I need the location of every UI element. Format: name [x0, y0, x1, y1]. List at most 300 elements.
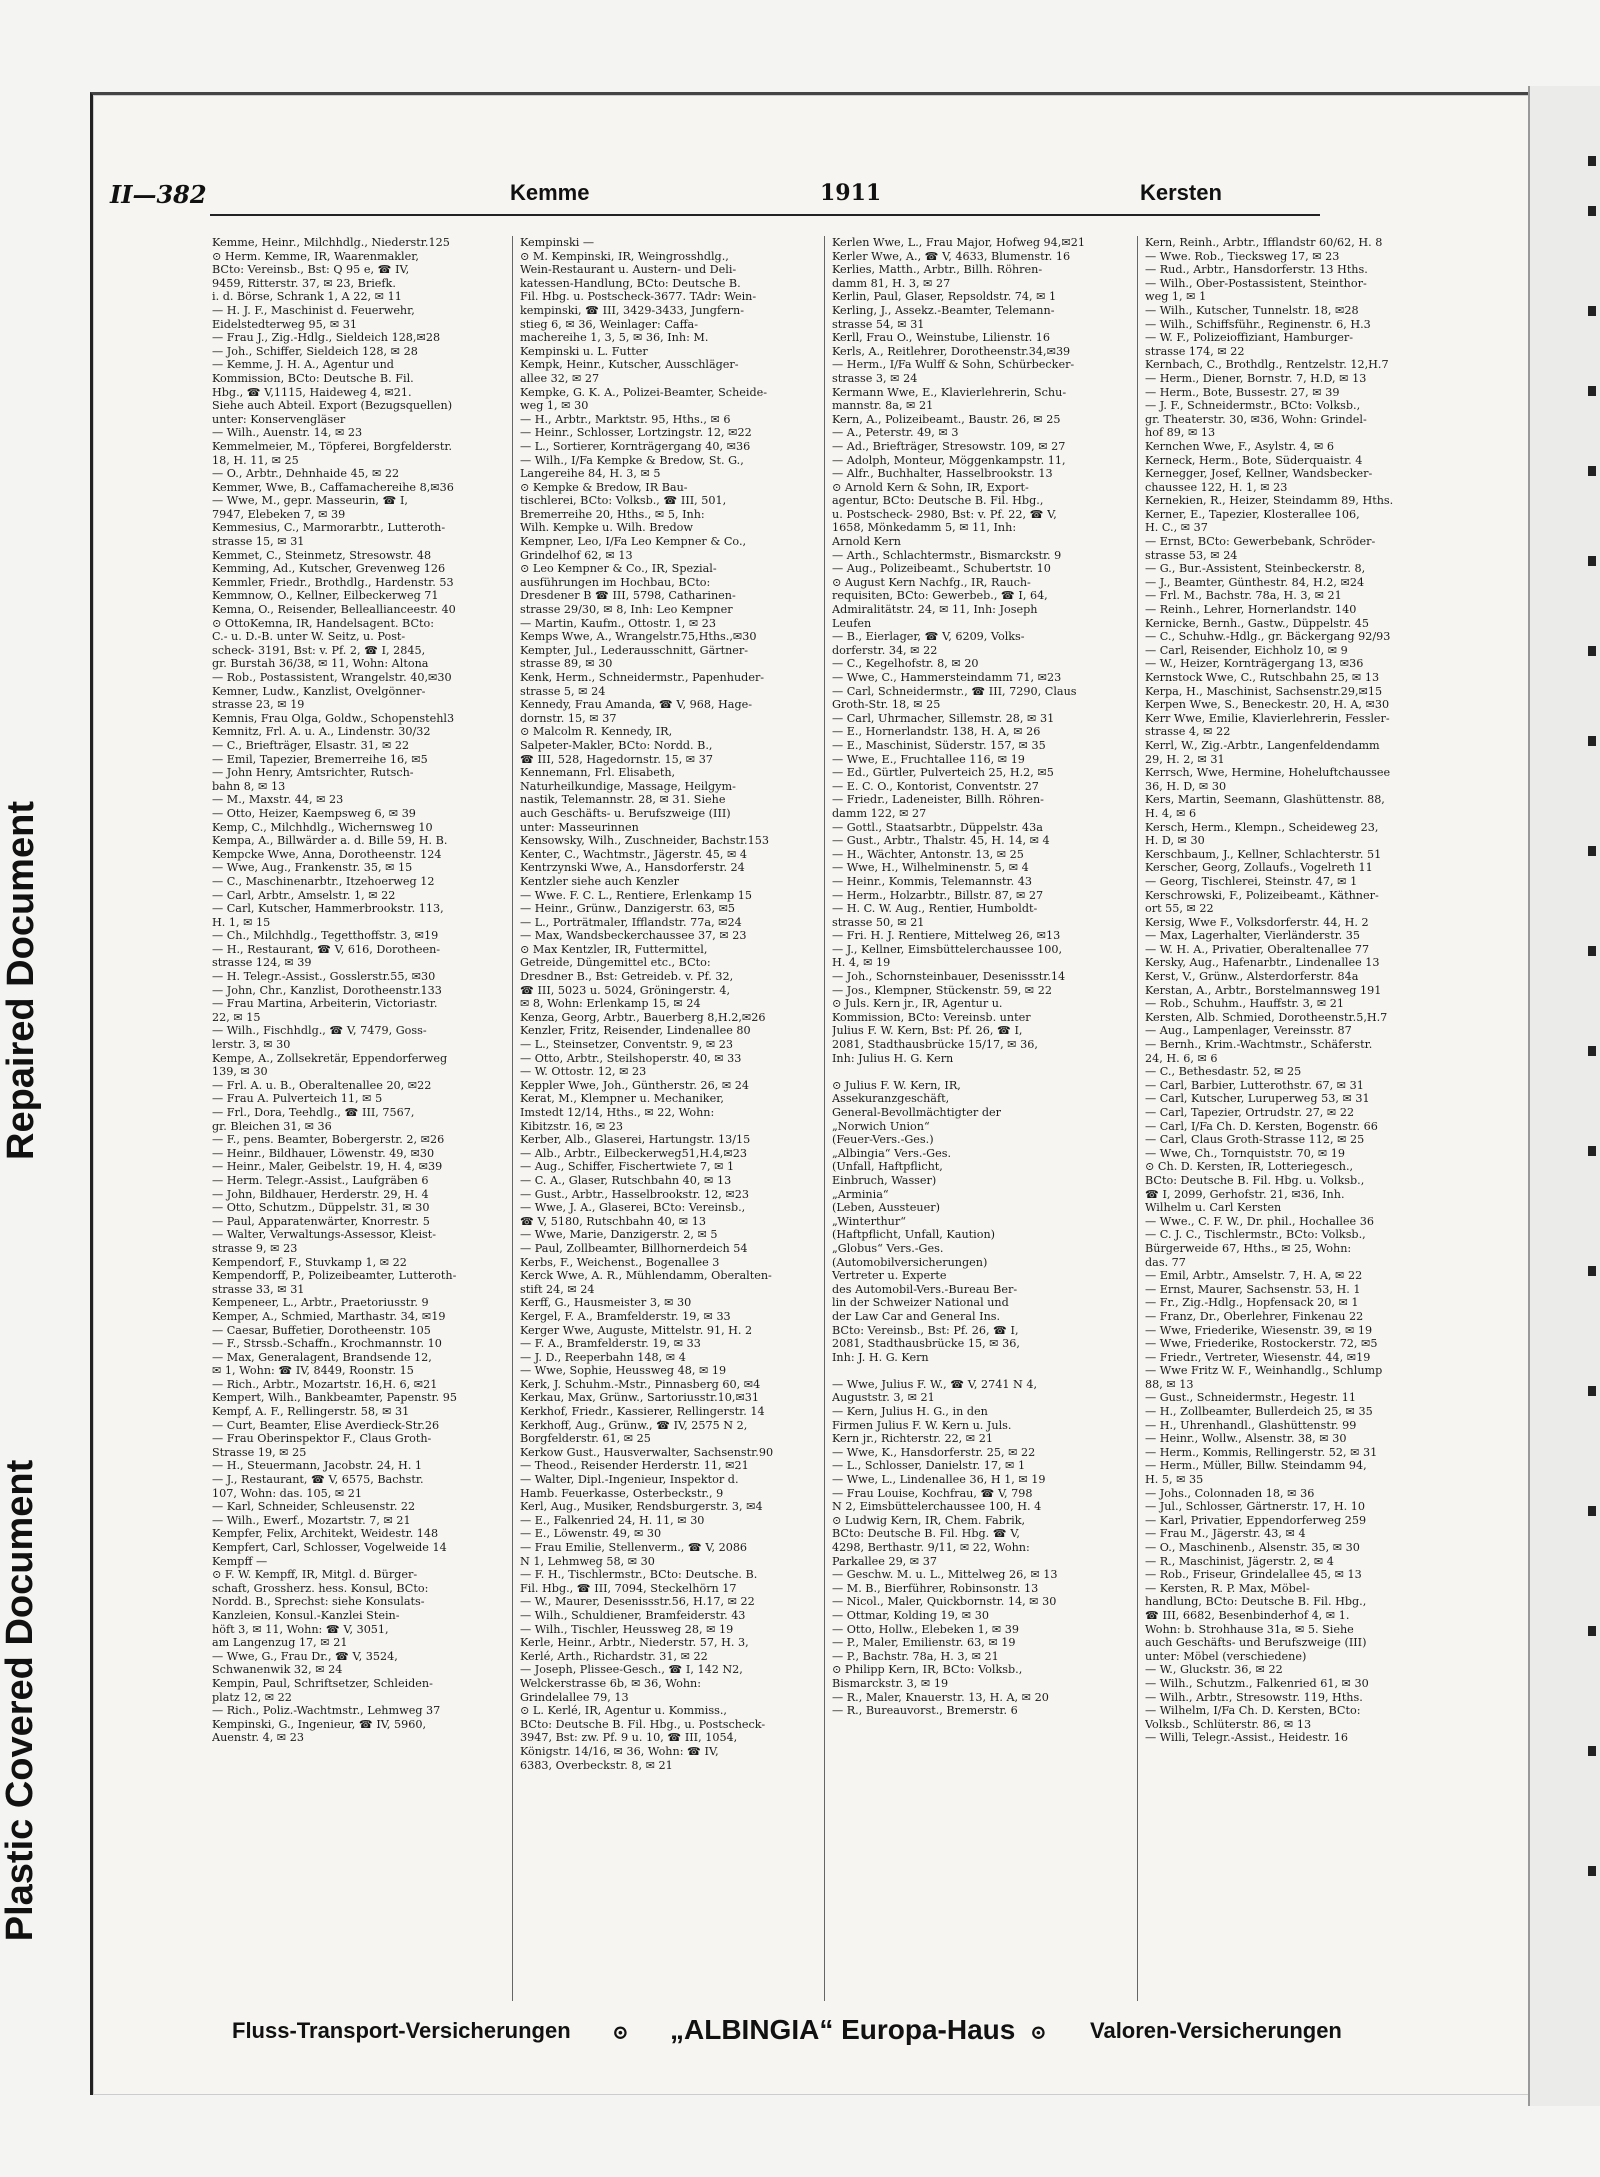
directory-line: Inh: J. H. G. Kern [832, 1350, 929, 1364]
directory-line: ⊙ OttoKemna, IR, Handelsagent. BCto: [212, 616, 435, 630]
directory-line: — Rob., Postassistent, Wrangelstr. 40,✉30 [212, 671, 452, 684]
edge-mark [1588, 1266, 1596, 1276]
directory-line: damm 122, ✉ 27 [832, 806, 927, 820]
directory-line: ⊙ Ch. D. Kersten, IR, Lotteriegesch., [1145, 1160, 1354, 1174]
directory-line: C.- u. D.-B. unter W. Seitz, u. Post- [212, 630, 406, 644]
directory-line: — Reinh., Lehrer, Hornerlandstr. 140 [1145, 603, 1357, 617]
directory-line: Kemna, O., Reisender, Belleallianceestr. 40 [212, 603, 456, 617]
directory-line: — Franz, Dr., Oberlehrer, Finkenau 22 [1145, 1309, 1364, 1323]
directory-line: — Emil, Tapezier, Bremerreihe 16, ✉5 [212, 752, 428, 766]
directory-line: Kenk, Herm., Schneidermstr., Papenhuder- [520, 671, 765, 684]
directory-line: — E., Löwenstr. 49, ✉ 30 [520, 1527, 662, 1541]
directory-line: Wohn: b. Strohhause 31a, ✉ 5. Siehe [1145, 1622, 1354, 1636]
directory-line: — E. C. O., Kontorist, Conventstr. 27 [832, 779, 1039, 793]
directory-line: BCto: Deutsche B. Fil. Hbg. u. Volksb., [1145, 1173, 1365, 1187]
directory-line: — M., Maxstr. 44, ✉ 23 [212, 793, 344, 807]
directory-line: ⊙ Herm. Kemme, IR, Waarenmakler, [212, 249, 419, 263]
directory-line: ⊙ Arnold Kern & Sohn, IR, Export- [832, 480, 1029, 494]
directory-line: — Frau Oberinspektor F., Claus Groth- [212, 1432, 432, 1446]
directory-line: — Ad., Briefträger, Stresowstr. 109, ✉ 27 [832, 439, 1066, 453]
directory-line: ⊙ Philipp Kern, IR, BCto: Volksb., [832, 1663, 1023, 1677]
directory-line: — Joseph, Plissee-Gesch., ☎ I, 142 N2, [520, 1663, 743, 1677]
directory-line: strasse 15, ✉ 31 [212, 535, 305, 549]
footer-dot-icon: ⊙ [612, 2020, 629, 2044]
directory-line: Kempfer, Felix, Architekt, Weidestr. 148 [212, 1527, 439, 1541]
directory-line: — Wwe, C., Hammersteindamm 71, ✉23 [832, 671, 1062, 684]
directory-line: nastik, Telemannstr. 28, ✉ 31. Siehe [520, 793, 726, 807]
directory-line: — L., Sortierer, Kornträgergang 40, ✉36 [520, 439, 751, 453]
directory-line: — Wilh., Fischhdlg., ☎ V, 7479, Goss- [212, 1024, 427, 1038]
directory-line: — C., Maschinenarbtr., Itzehoerweg 12 [212, 874, 435, 888]
directory-line: — Herm. Telegr.-Assist., Laufgräben 6 [212, 1173, 429, 1187]
directory-line: Kerls, A., Reitlehrer, Dorotheenstr.34,✉39 [832, 344, 1071, 358]
directory-line: 29, H. 2, ✉ 31 [1145, 752, 1225, 766]
directory-line: „Albingia“ Vers.-Ges. [832, 1146, 952, 1160]
directory-line: Parkallee 29, ✉ 37 [832, 1554, 937, 1568]
directory-line: tischlerei, BCto: Volksb., ☎ III, 501, [520, 494, 727, 508]
directory-line: unter: Masseurinnen [520, 820, 639, 834]
directory-line: dornstr. 15, ✉ 37 [520, 711, 617, 725]
directory-line: — R., Maler, Knauerstr. 13, H. A, ✉ 20 [832, 1690, 1049, 1704]
directory-line: H. 1, ✉ 15 [212, 915, 271, 929]
directory-line: — Wwe, Ch., Tornquiststr. 70, ✉ 19 [1145, 1146, 1346, 1160]
directory-line: Kerkhoff, Aug., Grünw., ☎ IV, 2575 N 2, [520, 1418, 748, 1432]
directory-line: — Herm., Bote, Bussestr. 27, ✉ 39 [1145, 385, 1340, 399]
directory-line: Kommission, BCto: Deutsche B. Fil. [212, 371, 414, 385]
directory-line: Julius F. W. Kern, Bst: Pf. 26, ☎ I, [832, 1024, 1023, 1038]
directory-line: Kempk, Heinr., Kutscher, Ausschläger- [520, 358, 739, 372]
adjacent-page-strip [1528, 86, 1600, 2106]
directory-line: 107, Wohn: das. 105, ✉ 21 [212, 1486, 362, 1500]
directory-line: N 1, Lehmweg 58, ✉ 30 [520, 1554, 655, 1568]
directory-line: — Karl, Privatier, Eppendorferweg 259 [1145, 1513, 1367, 1527]
directory-line: Kempinski u. L. Futter [520, 344, 648, 358]
directory-line: Kermann Wwe, E., Klavierlehrerin, Schu- [832, 385, 1067, 399]
directory-line: Kerle, Heinr., Arbtr., Niederstr. 57, H. 3, [520, 1636, 749, 1650]
directory-line: strasse 9, ✉ 23 [212, 1241, 298, 1255]
edge-mark [1588, 736, 1596, 746]
directory-line: Hbg., ☎ V,1115, Haideweg 4, ✉21. [212, 385, 412, 399]
directory-column-1 [212, 236, 500, 2001]
directory-line: Kenter, C., Wachtmstr., Jägerstr. 45, ✉ 4 [520, 847, 747, 861]
directory-line: Kemmelmeier, M., Töpferei, Borgfelderstr. [212, 439, 453, 453]
directory-line: H. 4, ✉ 19 [832, 956, 891, 970]
directory-line: — Wilh., I/Fa Kempke & Bredow, St. G., [520, 453, 744, 467]
header-first-entry: Kemme [510, 180, 590, 205]
directory-line: Kerst, V., Grünw., Alsterdorferstr. 84a [1145, 970, 1359, 984]
directory-line: Kemmer, Wwe, B., Caffamachereihe 8,✉36 [212, 480, 454, 494]
directory-line: — Carl, Kutscher, Hammerbrookstr. 113, [212, 902, 444, 916]
directory-line: ausführungen im Hochbau, BCto: [520, 575, 711, 589]
directory-line: — Wilh., Schiffsführ., Reginenstr. 6, H.3 [1145, 317, 1371, 331]
directory-line: Kemmnow, O., Kellner, Eilbeckerweg 71 [212, 589, 439, 603]
directory-line: — Friedr., Vertreter, Wiesenstr. 44, ✉19 [1145, 1350, 1371, 1364]
directory-line: schaft, Grossherz. hess. Konsul, BCto: [212, 1581, 429, 1595]
directory-line: — John, Bildhauer, Herderstr. 29, H. 4 [212, 1187, 429, 1201]
directory-line: — Karl, Schneider, Schleusenstr. 22 [212, 1500, 416, 1514]
directory-line: — O., Arbtr., Dehnhaide 45, ✉ 22 [212, 467, 400, 481]
directory-line: — Max, Generalagent, Brandsende 12, [212, 1350, 432, 1364]
directory-line: — Herm., Kommis, Rellingerstr. 52, ✉ 31 [1145, 1445, 1378, 1459]
directory-line: ☎ V, 5180, Rutschbahn 40, ✉ 13 [520, 1214, 706, 1228]
directory-line: — Carl, Schneidermstr., ☎ III, 7290, Claus [832, 684, 1077, 698]
directory-line: das. 77 [1145, 1255, 1186, 1269]
edge-mark [1588, 206, 1596, 216]
directory-line: auch Geschäfts- und Berufszweige (III) [1145, 1636, 1367, 1650]
directory-line: ⊙ Leo Kempner & Co., IR, Spezial- [520, 562, 717, 576]
directory-line: Kerrl, W., Zig.-Arbtr., Langenfeldendamm [1145, 738, 1380, 752]
directory-line: 4298, Berthastr. 9/11, ✉ 22, Wohn: [832, 1541, 1030, 1554]
directory-line: — Otto, Arbtr., Steilshoperstr. 40, ✉ 33 [520, 1051, 742, 1065]
directory-line: Kenza, Georg, Arbtr., Bauerberg 8,H.2,✉26 [520, 1010, 766, 1024]
directory-line: handlung, BCto: Deutsche B. Fil. Hbg., [1145, 1595, 1367, 1609]
repaired-document-label: Repaired Document [0, 800, 42, 1160]
directory-line: mannstr. 8a, ✉ 21 [832, 399, 934, 413]
directory-line: — H., Restaurant, ☎ V, 616, Dorotheen- [212, 942, 441, 956]
directory-line: strasse 50, ✉ 21 [832, 915, 925, 929]
directory-line: — Carl, Kutscher, Luruperweg 53, ✉ 31 [1145, 1092, 1370, 1106]
directory-line: — Wwe, K., Hansdorferstr. 25, ✉ 22 [832, 1445, 1036, 1459]
directory-line: — Gust., Arbtr., Thalstr. 45, H. 14, ✉ 4 [832, 834, 1050, 848]
directory-line: — Herm., Holzarbtr., Billstr. 87, ✉ 27 [832, 888, 1044, 902]
directory-line: — J. D., Reeperbahn 148, ✉ 4 [520, 1350, 686, 1364]
directory-line: ⊙ Malcolm R. Kennedy, IR, [520, 725, 673, 739]
directory-line: — Paul, Zollbeamter, Billhornerdeich 54 [520, 1241, 748, 1255]
directory-line: strasse 4, ✉ 22 [1145, 725, 1231, 739]
directory-line: Kerkow Gust., Hausverwalter, Sachsenstr.90 [520, 1445, 774, 1459]
directory-line: — G., Bur.-Assistent, Steinbeckerstr. 8, [1145, 562, 1366, 576]
directory-line: 1658, Mönkedamm 5, ✉ 11, Inh: [832, 521, 1017, 535]
directory-line: — H., Wächter, Antonstr. 13, ✉ 25 [832, 847, 1024, 861]
directory-line: Volksb., Schlüterstr. 86, ✉ 13 [1145, 1717, 1312, 1731]
directory-line: Kerneck, Herm., Bote, Süderquaistr. 4 [1145, 453, 1363, 467]
directory-line: Firmen Julius F. W. Kern u. Juls. [832, 1418, 1012, 1432]
directory-line: damm 81, H. 3, ✉ 27 [832, 276, 951, 290]
directory-line: Imstedt 12/14, Hths., ✉ 22, Wohn: [520, 1106, 715, 1119]
directory-line: Kerlen Wwe, L., Frau Major, Hofweg 94,✉21 [832, 236, 1085, 249]
plastic-covered-document-label: Plastic Covered Document [0, 1459, 42, 1941]
directory-line: Wein-Restaurant u. Austern- und Deli- [520, 263, 737, 277]
directory-line: des Automobil-Vers.-Bureau Ber- [832, 1282, 1018, 1296]
directory-line: — Aug., Lampenlager, Vereinsstr. 87 [1145, 1024, 1352, 1038]
directory-line: Kempter, Jul., Lederausschnitt, Gärtner- [520, 643, 749, 657]
edge-mark [1588, 1506, 1596, 1516]
directory-line: requisiten, BCto: Gewerbeb., ☎ I, 64, [832, 589, 1048, 603]
directory-line: H. 5, ✉ 35 [1145, 1473, 1204, 1487]
directory-line: — Wwe, L., Lindenallee 36, H 1, ✉ 19 [832, 1473, 1046, 1487]
directory-line: ☎ III, 5023 u. 5024, Gröningerstr. 4, [520, 983, 731, 997]
directory-line: Kempfert, Carl, Schlosser, Vogelweide 14 [212, 1541, 447, 1554]
directory-line: — Wwe. Rob., Tiecksweg 17, ✉ 23 [1145, 249, 1340, 263]
directory-line: — Willi, Telegr.-Assist., Heidestr. 16 [1145, 1731, 1348, 1745]
directory-line: chaussee 122, H. 1, ✉ 23 [1145, 480, 1288, 494]
directory-line: — Frau M., Jägerstr. 43, ✉ 4 [1145, 1527, 1306, 1541]
directory-line: H. C., ✉ 37 [1145, 521, 1208, 535]
directory-line: — Joh., Schiffer, Sieldeich 128, ✉ 28 [212, 344, 418, 358]
directory-line: — F. H., Tischlermstr., BCto: Deutsche. B. [520, 1568, 758, 1582]
directory-line: — Herm., I/Fa Wulff & Sohn, Schürbecker- [832, 358, 1075, 372]
directory-line: — Wilh., Schuldiener, Bramfeiderstr. 43 [520, 1608, 746, 1622]
directory-line: Admiralitätstr. 24, ✉ 11, Inh: Joseph [832, 603, 1038, 617]
directory-line: — Heinr., Kommis, Telemannstr. 43 [832, 874, 1032, 888]
directory-line: 2081, Stadthausbrücke 15/17, ✉ 36, [832, 1038, 1038, 1052]
directory-line: Fil. Hbg., ☎ III, 7094, Steckelhörn 17 [520, 1581, 737, 1595]
directory-line: — Walter, Dipl.-Ingenieur, Inspektor d. [520, 1473, 739, 1487]
directory-line: — Paul, Apparatenwärter, Knorrestr. 5 [212, 1214, 430, 1228]
directory-line: — Walter, Verwaltungs-Assessor, Kleist- [212, 1228, 437, 1242]
directory-line: Kerler Wwe, A., ☎ V, 4633, Blumenstr. 16 [832, 249, 1071, 263]
column-divider [512, 236, 513, 2001]
directory-line: Getreide, Düngemittel etc., BCto: [520, 956, 711, 970]
directory-line: 3947, Bst: zw. Pf. 9 u. 10, ☎ III, 1054, [520, 1731, 738, 1745]
directory-line: — Wilh., Ober-Postassistent, Steinthor- [1145, 276, 1367, 290]
directory-line: Kibitzstr. 16, ✉ 23 [520, 1119, 624, 1133]
directory-line: Vertreter u. Experte [832, 1269, 947, 1283]
directory-line: auch Geschäfts- u. Berufszweige (III) [520, 806, 731, 820]
directory-line: BCto: Vereinsb., Bst: Q 95 e, ☎ IV, [212, 263, 410, 277]
directory-line: — B., Eierlager, ☎ V, 6209, Volks- [832, 630, 1025, 644]
directory-line: — J., Beamter, Günthestr. 84, H.2, ✉24 [1145, 575, 1365, 589]
edge-mark [1588, 466, 1596, 476]
directory-line: gr. Bleichen 31, ✉ 36 [212, 1119, 332, 1133]
directory-line: Kerbs, F., Weichenst., Bogenallee 3 [520, 1255, 720, 1269]
footer-left-text: Fluss-Transport-Versicherungen [232, 2018, 571, 2043]
directory-line: strasse 3, ✉ 24 [832, 371, 918, 385]
directory-line: — Wwe, Friederike, Rostockerstr. 72, ✉5 [1145, 1337, 1378, 1351]
directory-line: — F., pens. Beamter, Bobergerstr. 2, ✉26 [212, 1133, 445, 1147]
directory-line: Kommission, BCto: Vereinsb. unter [832, 1010, 1031, 1024]
directory-line: katessen-Handlung, BCto: Deutsche B. [520, 276, 741, 290]
directory-line: — H., Steuermann, Jacobstr. 24, H. 1 [212, 1459, 423, 1473]
directory-line: — E., Falkenried 24, H. 11, ✉ 30 [520, 1513, 705, 1527]
directory-line: ✉ 1, Wohn: ☎ IV, 8449, Roonstr. 15 [212, 1364, 414, 1378]
directory-line: Kersky, Aug., Hafenarbtr., Lindenallee 13 [1145, 956, 1380, 970]
directory-line: Kerrsch, Wwe, Hermine, Hoheluftchaussee [1145, 766, 1391, 780]
directory-line: — Alb., Arbtr., Eilbeckerweg51,H.4,✉23 [520, 1146, 747, 1160]
directory-line: Kerlies, Matth., Arbtr., Billh. Röhren- [832, 263, 1043, 277]
directory-line: Kerschrowski, F., Polizeibeamt., Käthner- [1145, 888, 1379, 902]
directory-line: ⊙ M. Kempinski, IR, Weingrosshdlg., [520, 249, 729, 263]
directory-line: — Wilh., Schutzm., Falkenried 61, ✉ 30 [1145, 1676, 1369, 1690]
directory-line: strasse 5, ✉ 24 [520, 684, 606, 698]
directory-line: Kemming, Ad., Kutscher, Grevenweg 126 [212, 562, 446, 576]
directory-line: — Herm., Diener, Bornstr. 7, H.D, ✉ 13 [1145, 371, 1367, 385]
directory-line: Strasse 19, ✉ 25 [212, 1445, 307, 1459]
directory-line: — W. F., Polizeioffiziant, Hamburger- [1145, 331, 1354, 345]
directory-line: BCto: Deutsche B. Fil. Hbg. ☎ V, [832, 1527, 1020, 1541]
directory-line: — Wilh., Kutscher, Tunnelstr. 18, ✉28 [1145, 303, 1359, 317]
directory-line: — W., Maurer, Desenissstr.56, H.17, ✉ 22 [520, 1595, 755, 1609]
directory-line: — Geschw. M. u. L., Mittelweg 26, ✉ 13 [832, 1568, 1058, 1582]
header-rule [210, 214, 1320, 216]
directory-line: — Wilhelm, I/Fa Ch. D. Kersten, BCto: [1145, 1704, 1361, 1718]
directory-line: — Rich., Poliz.-Wachtmstr., Lehmweg 37 [212, 1704, 441, 1718]
directory-line: Kemnitz, Frl. A. u. A., Lindenstr. 30/32 [212, 725, 431, 739]
directory-line: Kemmler, Friedr., Brothdlg., Hardenstr. 53 [212, 575, 454, 589]
directory-line: N 2, Eimsbüttelerchaussee 100, H. 4 [832, 1500, 1042, 1514]
directory-line: — John, Chr., Kanzlist, Dorotheenstr.133 [212, 983, 442, 997]
directory-line: — Otto, Hollw., Elebeken 1, ✉ 39 [832, 1622, 1020, 1636]
directory-line: — Wilh., Tischler, Heussweg 28, ✉ 19 [520, 1622, 734, 1636]
edge-mark [1588, 1146, 1596, 1156]
directory-line: Groth-Str. 18, ✉ 25 [832, 698, 941, 712]
directory-line: kempinski, ☎ III, 3429-3433, Jungfern- [520, 303, 745, 317]
directory-line: — W., Gluckstr. 36, ✉ 22 [1145, 1663, 1283, 1677]
directory-line: 22, ✉ 15 [212, 1010, 261, 1024]
directory-line: 139, ✉ 30 [212, 1065, 268, 1079]
page-footer-advertisement [200, 2012, 1440, 2052]
directory-line: — H. Telegr.-Assist., Gosslerstr.55, ✉30 [212, 970, 436, 984]
directory-line: — Alfr., Buchhalter, Hasselbrookstr. 13 [832, 467, 1053, 481]
directory-line: Kemner, Ludw., Kanzlist, Ovelgönner- [212, 684, 426, 698]
directory-line: — Herm., Müller, Billw. Steindamm 94, [1145, 1459, 1367, 1473]
directory-line: — Georg, Tischlerei, Steinstr. 47, ✉ 1 [1145, 874, 1358, 888]
directory-line: — Kersten, R. P. Max, Möbel- [1145, 1581, 1310, 1595]
directory-line: Kerk, J. Schuhm.-Mstr., Pinnasberg 60, ✉4 [520, 1377, 761, 1391]
directory-line: — J., Restaurant, ☎ V, 6575, Bachstr. [212, 1473, 424, 1487]
directory-line: (Haftpflicht, Unfall, Kaution) [832, 1228, 996, 1242]
directory-line: — Frau Louise, Kochfrau, ☎ V, 798 [832, 1486, 1033, 1500]
directory-line: — F. A., Bramfelderstr. 19, ✉ 33 [520, 1337, 701, 1351]
directory-line: ✉ 8, Wohn: Erlenkamp 15, ✉ 24 [520, 997, 701, 1011]
directory-line: — H. C. W. Aug., Rentier, Humboldt- [832, 902, 1038, 916]
directory-line: (Feuer-Vers.-Ges.) [832, 1133, 934, 1147]
directory-line: — Carl, Tapezier, Ortrudstr. 27, ✉ 22 [1145, 1106, 1355, 1119]
directory-line: — Jos., Klempner, Stückenstr. 59, ✉ 22 [832, 983, 1052, 997]
edge-mark [1588, 1746, 1596, 1756]
directory-line: Kersig, Wwe F., Volksdorferstr. 44, H. 2 [1145, 915, 1369, 929]
directory-line: Einbruch, Wasser) [832, 1173, 937, 1187]
directory-line: Kerff, G., Hausmeister 3, ✉ 30 [520, 1296, 692, 1310]
directory-line: — Wwe Fritz W. F., Weinhandlg., Schlump [1145, 1364, 1383, 1378]
directory-line: Kergel, F. A., Bramfelderstr. 19, ✉ 33 [520, 1309, 731, 1323]
directory-line: strasse 29/30, ✉ 8, Inh: Leo Kempner [520, 603, 733, 617]
directory-line: — J. F., Schneidermstr., BCto: Volksb., [1145, 399, 1361, 413]
directory-line: — Frl. A. u. B., Oberaltenallee 20, ✉22 [212, 1078, 432, 1092]
directory-line: — C., Schuhw.-Hdlg., gr. Bäckergang 92/93 [1145, 630, 1391, 644]
directory-line: Kerling, J., Assekz.-Beamter, Telemann- [832, 303, 1055, 317]
directory-line: bahn 8, ✉ 13 [212, 779, 286, 793]
directory-line: Kennedy, Frau Amanda, ☎ V, 968, Hage- [520, 698, 753, 712]
page-number: II—382 [110, 180, 207, 209]
directory-line: Kernbach, C., Brothdlg., Rentzelstr. 12,H.7 [1145, 358, 1389, 372]
directory-line: ⊙ Max Kentzler, IR, Futtermittel, [520, 942, 708, 956]
page-header [110, 180, 1222, 214]
directory-line: weg 1, ✉ 1 [1145, 290, 1207, 304]
directory-line: — Theod., Reisender Herderstr. 11, ✉21 [520, 1459, 749, 1473]
directory-line: — Jul., Schlosser, Gärtnerstr. 17, H. 10 [1145, 1500, 1366, 1514]
directory-line: Kerlin, Paul, Glaser, Repsoldstr. 74, ✉ 1 [832, 290, 1057, 304]
directory-line: Kersten, Alb. Schmied, Dorotheenstr.5,H.7 [1145, 1010, 1388, 1024]
edge-mark [1588, 386, 1596, 396]
directory-line: — Heinr., Grünw., Danzigerstr. 63, ✉5 [520, 902, 736, 916]
directory-line: — Caesar, Buffetier, Dorotheenstr. 105 [212, 1323, 431, 1337]
directory-line: Kerpa, H., Maschinist, Sachsenstr.29,✉15 [1145, 684, 1383, 698]
directory-line: Kerat, M., Klempner u. Mechaniker, [520, 1092, 724, 1106]
directory-line: Naturheilkundige, Massage, Heilgym- [520, 779, 736, 793]
directory-line: BCto: Vereinsb., Bst: Pf. 26, ☎ I, [832, 1323, 1019, 1337]
directory-line: Dresdner B., Bst: Getreideb. v. Pf. 32, [520, 970, 734, 984]
directory-line: — Carl, Uhrmacher, Sillemstr. 28, ✉ 31 [832, 711, 1055, 725]
edge-mark [1588, 556, 1596, 566]
directory-line: — F., Strssb.-Schaffn., Krochmannstr. 10 [212, 1337, 442, 1351]
directory-line: Kerschbaum, J., Kellner, Schlachterstr. 51 [1145, 847, 1382, 861]
directory-line: — Friedr., Ladeneister, Billh. Röhren- [832, 793, 1044, 807]
directory-line: H. D, ✉ 30 [1145, 834, 1205, 848]
directory-line: General-Bevollmächtigter der [832, 1106, 1001, 1119]
directory-line: — E., Hornerlandstr. 138, H. A, ✉ 26 [832, 725, 1041, 739]
directory-line: — Carl, I/Fa Ch. D. Kersten, Bogenstr. 66 [1145, 1119, 1378, 1133]
directory-line: gr. Theaterstr. 30, ✉36, Wohn: Grindel- [1145, 412, 1367, 426]
directory-line: — Emil, Arbtr., Amselstr. 7, H. A, ✉ 22 [1145, 1269, 1363, 1283]
directory-line: Kers, Martin, Seemann, Glashüttenstr. 88, [1145, 793, 1385, 807]
directory-line: — Wwe, Friederike, Wiesenstr. 39, ✉ 19 [1145, 1323, 1373, 1337]
directory-line: Kernicke, Bernh., Gastw., Düppelstr. 45 [1145, 616, 1370, 630]
directory-line: machereihe 1, 3, 5, ✉ 36, Inh: M. [520, 331, 709, 345]
directory-column-3 [832, 236, 1120, 2001]
directory-line: Kempff — [212, 1554, 268, 1568]
directory-line: strasse 54, ✉ 31 [832, 317, 925, 331]
directory-line: Inh: Julius H. G. Kern [832, 1051, 954, 1065]
directory-line: — Ed., Gürtler, Pulverteich 25, H.2, ✉5 [832, 766, 1054, 780]
directory-line: Nordd. B., Sprechst: siehe Konsulats- [212, 1595, 425, 1609]
directory-line: höft 3, ✉ 11, Wohn: ☎ V, 3051, [212, 1622, 389, 1636]
directory-line: — Rud., Arbtr., Hansdorferstr. 13 Hths. [1145, 263, 1368, 277]
directory-line: „Norwich Union“ [832, 1119, 930, 1133]
directory-line: — Otto, Schutzm., Düppelstr. 31, ✉ 30 [212, 1201, 430, 1215]
directory-column-4 [1145, 236, 1433, 2001]
directory-line: Kern, Reinh., Arbtr., Ifflandstr 60/62, H. 8 [1145, 236, 1383, 249]
directory-line: Bremerreihe 20, Hths., ✉ 5, Inh: [520, 507, 705, 521]
directory-line: Kenzler, Fritz, Reisender, Lindenallee 80 [520, 1024, 751, 1038]
directory-line: — Fri. H. J. Rentiere, Mittelweg 26, ✉13 [832, 929, 1061, 943]
directory-line: — Wilh., Ewerf., Mozartstr. 7, ✉ 21 [212, 1513, 411, 1527]
edge-mark [1588, 306, 1596, 316]
directory-line: stift 24, ✉ 24 [520, 1282, 595, 1296]
directory-line: strasse 124, ✉ 39 [212, 956, 312, 970]
directory-line: Kernchen Wwe, F., Asylstr. 4, ✉ 6 [1145, 439, 1335, 453]
edge-mark [1588, 1386, 1596, 1396]
directory-line: — Wwe, G., Frau Dr., ☎ V, 3524, [212, 1649, 398, 1663]
footer-dot-icon: ⊙ [1030, 2020, 1047, 2044]
directory-line: — Ernst, Maurer, Sachsenstr. 53, H. 1 [1145, 1282, 1361, 1296]
directory-line: der Law Car and General Ins. [832, 1309, 1001, 1323]
directory-line: Leufen [832, 616, 872, 630]
directory-line: ⊙ Julius F. W. Kern, IR, [832, 1078, 961, 1092]
directory-line: — L., Porträtmaler, Ifflandstr. 77a, ✉24 [520, 915, 742, 929]
directory-line: — Carl, Barbier, Lutterothstr. 67, ✉ 31 [1145, 1078, 1364, 1092]
directory-line: Kempke, G. K. A., Polizei-Beamter, Scheide- [520, 385, 768, 399]
column-divider [1137, 236, 1138, 2001]
directory-line: 36, H. D, ✉ 30 [1145, 779, 1227, 793]
directory-line: — O., Maschinenb., Alsenstr. 35, ✉ 30 [1145, 1541, 1360, 1554]
directory-line: am Langenzug 17, ✉ 21 [212, 1636, 348, 1650]
directory-line: ☎ III, 6682, Besenbinderhof 4, ✉ 1. [1145, 1608, 1350, 1622]
column-divider [824, 236, 825, 2001]
directory-line: — Max, Lagerhalter, Vierländerstr. 35 [1145, 929, 1361, 943]
directory-line: — Johs., Colonnaden 18, ✉ 36 [1145, 1486, 1315, 1500]
edge-mark [1588, 846, 1596, 856]
directory-line: — M. B., Bierführer, Robinsonstr. 13 [832, 1581, 1039, 1595]
directory-line: Kemp, C., Milchhdlg., Wichernsweg 10 [212, 820, 433, 834]
directory-line: — P., Maler, Emilienstr. 63, ✉ 19 [832, 1636, 1016, 1650]
directory-line: „Winterthur“ [832, 1214, 906, 1228]
directory-line: — Heinr., Maler, Geibelstr. 19, H. 4, ✉39 [212, 1160, 443, 1174]
directory-column-2 [520, 236, 808, 2001]
directory-line: — Wwe, Marie, Danzigerstr. 2, ✉ 5 [520, 1228, 718, 1242]
directory-line: — W., Heizer, Kornträgergang 13, ✉36 [1145, 657, 1364, 671]
edge-mark [1588, 156, 1596, 166]
